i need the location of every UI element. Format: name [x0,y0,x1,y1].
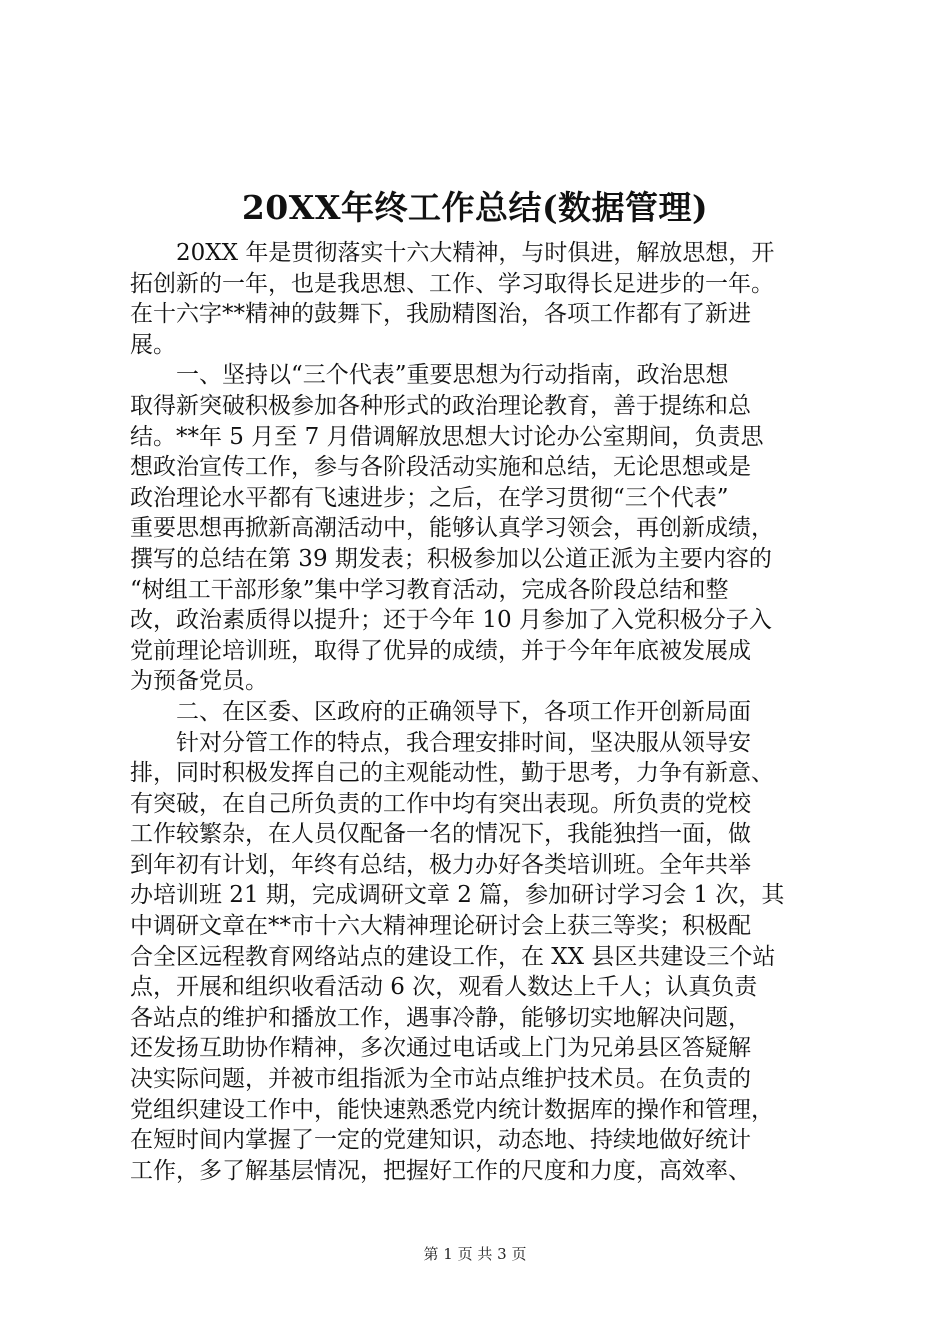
text-line: 撰写的总结在第 39 期发表；积极参加以公道正派为主要内容的 [130,545,772,572]
text-line: 排，同时积极发挥自己的主观能动性，勤于思考，力争有新意、 [130,760,774,787]
text-line: 有突破，在自己所负责的工作中均有突出表现。所负责的党校 [130,790,751,817]
text-line: 合全区远程教育网络站点的建设工作，在 XX 县区共建设三个站 [130,943,776,970]
text-line: 重要思想再掀新高潮活动中，能够认真学习领会，再创新成绩， [130,515,774,542]
text-line: 结。**年 5 月至 7 月借调解放思想大讨论办公室期间，负责思 [130,423,764,450]
text-line: 党组织建设工作中，能快速熟悉党内统计数据库的操作和管理， [130,1096,774,1123]
text-line: 工作较繁杂，在人员仅配备一名的情况下，我能独挡一面，做 [130,821,751,848]
text-line: 中调研文章在**市十六大精神理论研讨会上获三等奖；积极配 [130,913,751,940]
text-line: 各站点的维护和播放工作，遇事冷静，能够切实地解决问题， [130,1004,751,1031]
text-line: 为预备党员。 [130,668,268,695]
text-line: 办培训班 21 期，完成调研文章 2 篇，参加研讨学习会 1 次，其 [130,882,785,909]
document-body [130,238,830,1186]
text-line: 工作，多了解基层情况，把握好工作的尺度和力度，高效率、 [130,1157,751,1184]
text-line: 拓创新的一年，也是我思想、工作、学习取得长足进步的一年。 [130,270,774,297]
text-line: 点，开展和组织收看活动 6 次，观看人数达上千人；认真负责 [130,974,758,1001]
text-line: 改，政治素质得以提升；还于今年 10 月参加了入党积极分子入 [130,607,772,634]
text-line: 还发扬互助协作精神，多次通过电话或上门为兄弟县区答疑解 [130,1035,751,1062]
text-line: 想政治宣传工作，参与各阶段活动实施和总结，无论思想或是 [130,454,751,481]
text-line: 针对分管工作的特点，我合理安排时间，坚决服从领导安 [176,729,751,756]
page-number-footer: 第 1 页 共 3 页 [423,1245,527,1263]
text-line: 取得新突破积极参加各种形式的政治理论教育，善于提练和总 [130,392,751,419]
text-line: 决实际问题，并被市组指派为全市站点维护技术员。在负责的 [130,1066,751,1093]
text-line: 在十六字**精神的鼓舞下，我励精图治，各项工作都有了新进 [130,301,751,328]
text-line: 在短时间内掌握了一定的党建知识，动态地、持续地做好统计 [130,1127,751,1154]
text-line: 20XX 年是贯彻落实十六大精神，与时俱进，解放思想，开 [176,240,775,266]
text-line: “树组工干部形象”集中学习教育活动，完成各阶段总结和整 [130,576,729,603]
text-line: 到年初有计划，年终有总结，极力办好各类培训班。全年共举 [130,851,751,878]
section-heading: 二、在区委、区政府的正确领导下，各项工作开创新局面 [176,698,751,725]
text-line: 政治理论水平都有飞速进步；之后，在学习贯彻“三个代表” [130,484,729,511]
text-line: 党前理论培训班，取得了优异的成绩，并于今年年底被发展成 [130,637,751,664]
text-line: 一、坚持以“三个代表”重要思想为行动指南，政治思想 [176,362,729,389]
text-line: 展。 [130,331,176,358]
document-title: 20XX年终工作总结(数据管理) [241,188,709,227]
